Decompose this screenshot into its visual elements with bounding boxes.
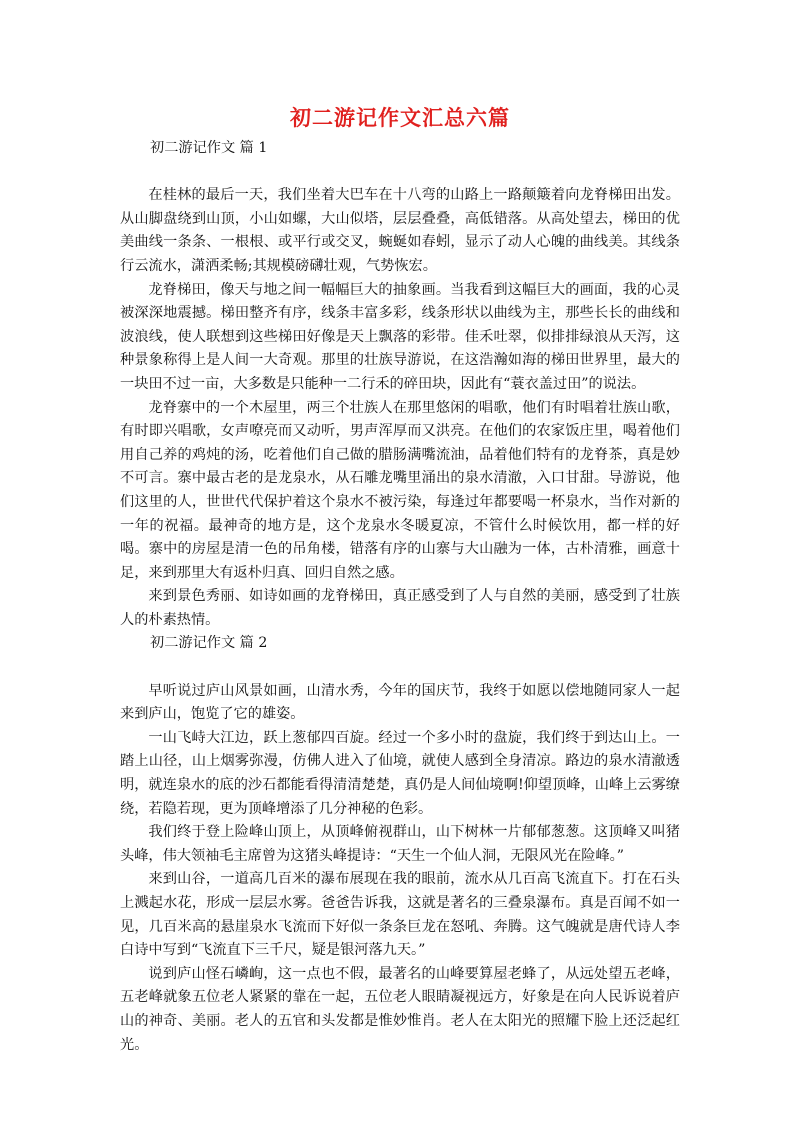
paragraph: 说到庐山怪石嶙峋，这一点也不假，最著名的山峰要算屋老蜂了，从远处望五老峰，五老峰就象五位老人紧紧的靠在一起，五位老人眼睛凝视远方，好象是在向人民诉说着庐山的神奇、美丽。老人的五官和头发都是惟妙惟肖。老人在太阳光的照耀下脸上还泛起红光。 xyxy=(120,965,680,1053)
blank-line xyxy=(120,161,680,185)
paragraph: 一山飞峙大江边，跃上葱郁四百旋。经过一个多小时的盘旋，我们终于到达山上。一踏上山径，山上烟雾弥漫，仿佛人进入了仙境，就使人感到全身清凉。路边的泉水清澈透明，就连泉水的底的沙石都能看得清清楚楚，真仍是人间仙境啊!仰望顶峰，山峰上云雾缭绕，若隐若现，更为顶峰增添了几分神秘的色彩。 xyxy=(120,729,680,817)
blank-line xyxy=(120,656,680,680)
section-heading-2: 初二游记作文 篇 2 xyxy=(150,635,268,652)
section-heading-1: 初二游记作文 篇 1 xyxy=(150,140,268,156)
paragraph: 龙脊寨中的一个木屋里，两三个壮族人在那里悠闲的唱歌，他们有时唱着壮族山歌，有时即兴唱歌，女声嘹亮而又动听，男声浑厚而又洪亮。在他们的农家饭庄里，喝着他们用自己养的鸡炖的汤，吃着他们自己做的腊肠满嘴流油，品着他们特有的龙脊茶，真是妙不可言。寨中最古老的是龙泉水，从石雕龙嘴里涌出的泉水清澈，入口甘甜。导游说，他们这里的人，世世代代保护着这个泉水不被污染，每逢过年都要喝一杯泉水，当作对新的一年的祝福。最神奇的地方是，这个龙泉水冬暖夏凉，不管什么时候饮用，都一样的好喝。寨中的房屋是清一色的吊角楼，错落有序的山寨与大山融为一体，古朴清雅，画意十足，来到那里大有返朴归真、回归自然之感。 xyxy=(120,399,680,581)
document-title: 初二游记作文汇总六篇 xyxy=(290,105,510,130)
document-body xyxy=(120,137,680,1057)
paragraph: 在桂林的最后一天，我们坐着大巴车在十八弯的山路上一路颠簸着向龙脊梯田出发。从山脚盘绕到山顶，小山如螺，大山似塔，层层叠叠，高低错落。从高处望去，梯田的优美曲线一条条、一根根、或平行或交叉，蜿蜒如春蚓，显示了动人心魄的曲线美。其线条行云流水，潇洒柔畅;其规模磅礴壮观，气势恢宏。 xyxy=(120,187,680,274)
paragraph: 早听说过庐山风景如画，山清水秀，今年的国庆节，我终于如愿以偿地随同家人一起来到庐山，饱览了它的雄姿。 xyxy=(120,682,680,723)
paragraph: 龙脊梯田，像天与地之间一幅幅巨大的抽象画。当我看到这幅巨大的画面，我的心灵被深深地震撼。梯田整齐有序，线条丰富多彩，线条形状以曲线为主，那些长长的曲线和波浪线，使人联想到这些梯田好像是天上飘落的彩带。佳禾吐翠，似排排绿浪从天泻，这种景象称得上是人间一大奇观。那里的壮族导游说，在这浩瀚如海的梯田世界里，最大的一块田不过一亩，大多数是只能种一二行禾的碎田块，因此有“蓑衣盖过田”的说法。 xyxy=(120,281,680,392)
paragraph: 来到景色秀丽、如诗如画的龙脊梯田，真正感受到了人与自然的美丽，感受到了壮族人的朴素热情。 xyxy=(120,588,680,628)
paragraph: 我们终于登上险峰山顶上，从顶峰俯视群山，山下树林一片郁郁葱葱。这顶峰又叫猪头峰，伟大领袖毛主席曾为这猪头峰提诗：“天生一个仙人洞，无限风光在险峰。” xyxy=(120,824,680,864)
paragraph: 来到山谷，一道高几百米的瀑布展现在我的眼前，流水从几百高飞流直下。打在石头上溅起水花，形成一层层水雾。爸爸告诉我，这就是著名的三叠泉瀑布。真是百闻不如一见，几百米高的悬崖泉水飞流而下好似一条条巨龙在怒吼、奔腾。这气魄就是唐代诗人李白诗中写到“飞流直下三千尺，疑是银河落九天。” xyxy=(120,871,680,959)
